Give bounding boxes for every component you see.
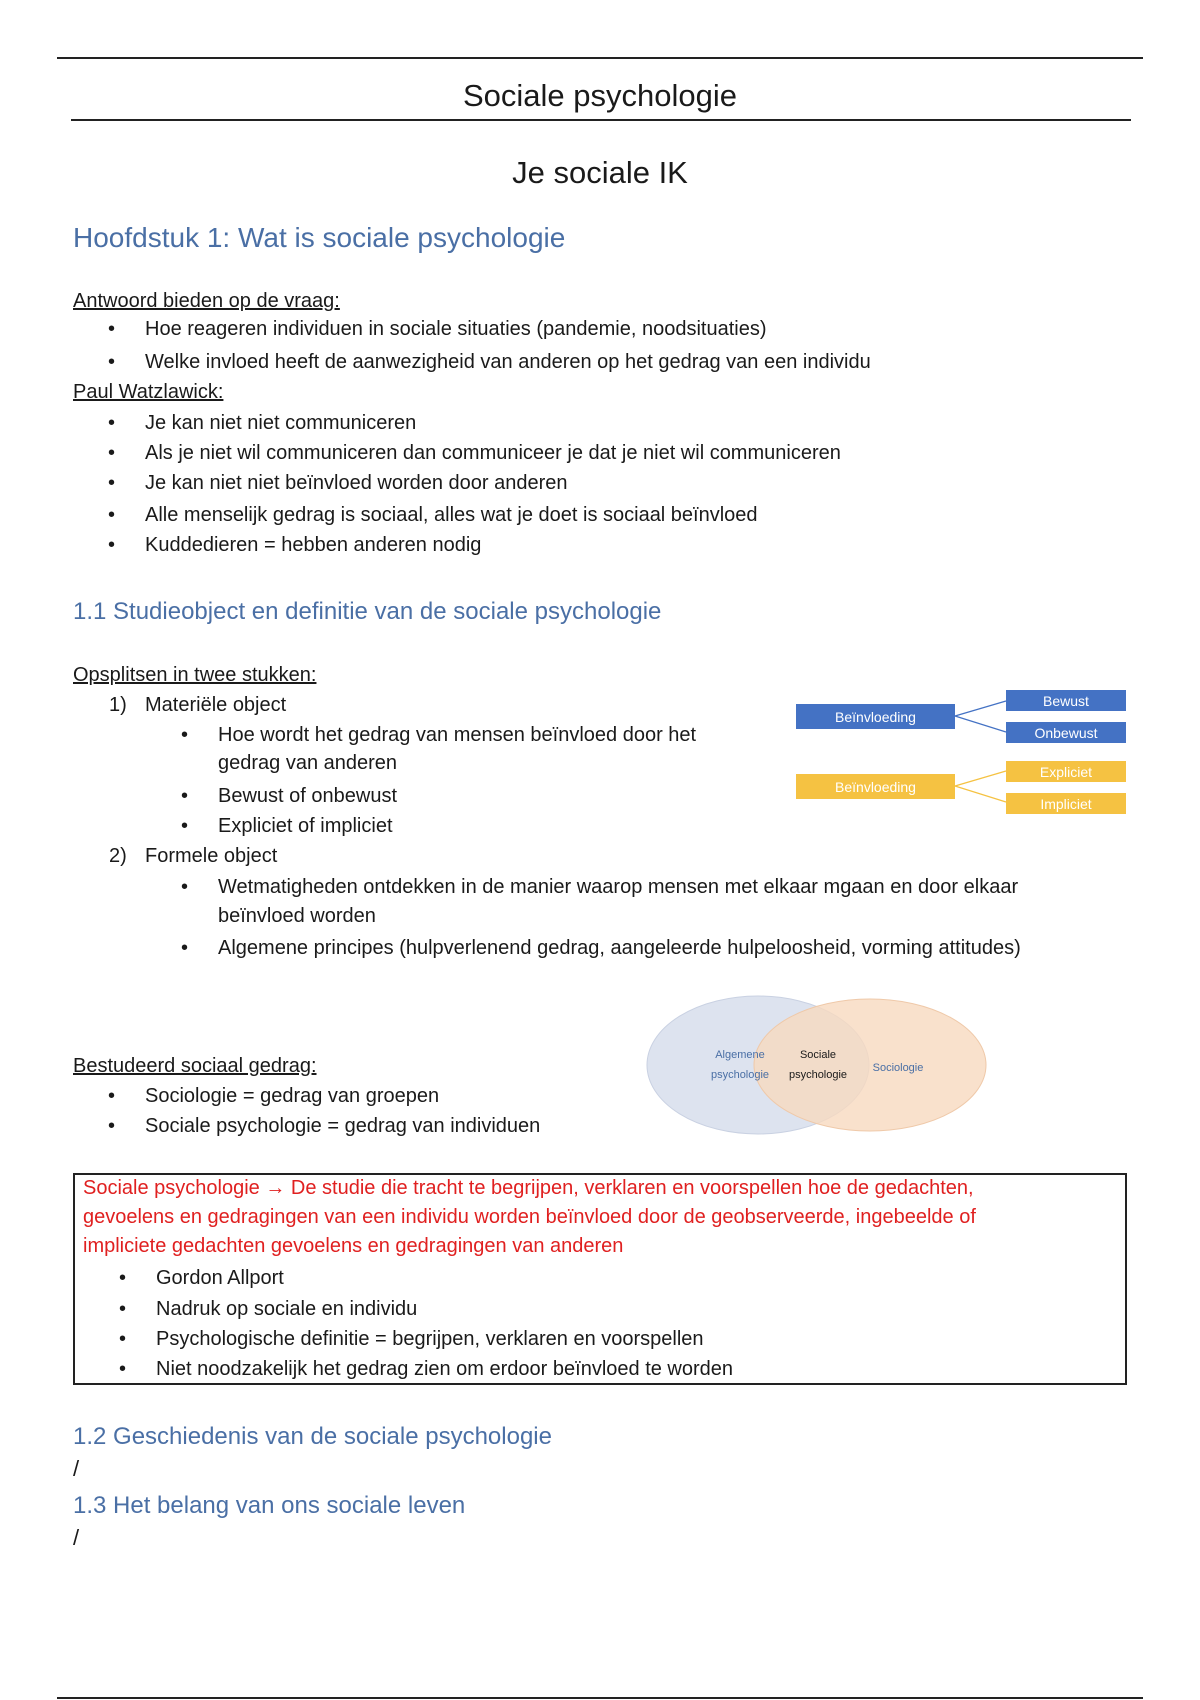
studied-item: Sociologie = gedrag van groepen [145, 1085, 440, 1107]
bullet-icon: • [181, 724, 189, 746]
item-2-sub: Wetmatigheden ontdekken in de manier waarop mensen met elkaar mgaan en door elkaar [218, 876, 1019, 898]
paul-item: Als je niet wil communiceren dan communiceer je dat je niet wil communiceren [145, 442, 841, 464]
document-title: Sociale psychologie [462, 78, 737, 113]
paul-label: Paul Watzlawick: [73, 381, 224, 403]
item-2-number: 2) [109, 845, 127, 867]
venn-left-label [700, 1045, 780, 1085]
item-1-number: 1) [109, 694, 127, 716]
blue-root-node: Beïnvloeding [796, 704, 955, 729]
venn-middle-label [778, 1045, 858, 1085]
item-1-sub-cont: gedrag van anderen [218, 752, 398, 774]
section-1-3-heading: 1.3 Het belang van ons sociale leven [73, 1492, 466, 1519]
bottom-rule [57, 1697, 1143, 1699]
item-2-title: Formele object [145, 845, 278, 867]
section-1-2-body: / [73, 1456, 80, 1481]
definition-item: Psychologische definitie = begrijpen, verklaren en voorspellen [156, 1328, 704, 1350]
bullet-icon: • [108, 351, 116, 373]
definition-item: Niet noodzakelijk het gedrag zien om erdoor beïnvloed te worden [156, 1358, 734, 1380]
bullet-icon: • [108, 472, 116, 494]
split-label: Opsplitsen in twee stukken: [73, 664, 317, 686]
bullet-icon: • [108, 442, 116, 464]
bullet-icon: • [119, 1298, 127, 1320]
item-1-sub: Expliciet of impliciet [218, 815, 393, 837]
item-2-sub-cont: beïnvloed worden [218, 905, 376, 927]
yellow-child-node: Expliciet [1006, 761, 1126, 782]
paul-item: Alle menselijk gedrag is sociaal, alles wat je doet is sociaal beïnvloed [145, 504, 758, 526]
paul-item: Kuddedieren = hebben anderen nodig [145, 534, 482, 556]
item-1-title: Materiële object [145, 694, 287, 716]
section-1-2-heading: 1.2 Geschiedenis van de sociale psychologie [73, 1423, 552, 1450]
blue-child-node: Onbewust [1006, 722, 1126, 743]
bullet-icon: • [108, 1085, 116, 1107]
yellow-child-node: Impliciet [1006, 793, 1126, 814]
bullet-icon: • [119, 1358, 127, 1380]
bullet-icon: • [108, 318, 116, 340]
definition-item: Gordon Allport [156, 1267, 284, 1289]
yellow-root-node: Beïnvloeding [796, 774, 955, 799]
studied-label: Bestudeerd sociaal gedrag: [73, 1055, 317, 1077]
blue-child-node: Bewust [1006, 690, 1126, 711]
document-subtitle: Je sociale IK [512, 155, 688, 190]
bullet-icon: • [119, 1267, 127, 1289]
title-rule [71, 119, 1131, 121]
bullet-icon: • [108, 504, 116, 526]
definition-line: gevoelens en gedragingen van een individu worden beïnvloed door de geobserveerde, ingebeelde of [83, 1206, 976, 1228]
bullet-icon: • [119, 1328, 127, 1350]
studied-item: Sociale psychologie = gedrag van individuen [145, 1115, 541, 1137]
vraag-label: Antwoord bieden op de vraag: [73, 290, 340, 312]
paul-item: Je kan niet niet beïnvloed worden door anderen [145, 472, 568, 494]
paul-item: Je kan niet niet communiceren [145, 412, 417, 434]
definition-line: impliciete gedachten gevoelens en gedragingen van anderen [83, 1235, 624, 1257]
bullet-icon: • [108, 534, 116, 556]
bullet-icon: • [181, 815, 189, 837]
definition-item: Nadruk op sociale en individu [156, 1298, 418, 1320]
venn-right-label: Sociologie [872, 1062, 924, 1074]
bullet-icon: • [181, 937, 189, 959]
item-2-sub: Algemene principes (hulpverlenend gedrag, aangeleerde hulpeloosheid, vorming attitudes) [218, 937, 1021, 959]
chapter-1-heading: Hoofdstuk 1: Wat is sociale psychologie [73, 222, 566, 253]
section-1-3-body: / [73, 1525, 80, 1550]
venn-middle-label-2: psychologie [788, 1069, 848, 1081]
venn-left-label-2: psychologie [710, 1069, 770, 1081]
vraag-item: Welke invloed heeft de aanwezigheid van anderen op het gedrag van een individu [145, 351, 871, 373]
vraag-item: Hoe reageren individuen in sociale situaties (pandemie, noodsituaties) [145, 318, 767, 340]
bullet-icon: • [108, 1115, 116, 1137]
venn-middle-label-1: Sociale [799, 1049, 837, 1061]
item-1-sub: Hoe wordt het gedrag van mensen beïnvloed door het [218, 724, 697, 746]
item-1-sub: Bewust of onbewust [218, 785, 397, 807]
bullet-icon: • [108, 412, 116, 434]
definition-line: Sociale psychologie → De studie die tracht te begrijpen, verklaren en voorspellen hoe de gedachten, [83, 1177, 974, 1199]
bullet-icon: • [181, 876, 189, 898]
section-1-1-heading: 1.1 Studieobject en definitie van de sociale psychologie [73, 598, 662, 625]
bullet-icon: • [181, 785, 189, 807]
top-rule [57, 57, 1143, 59]
venn-left-label-1: Algemene [715, 1049, 765, 1061]
